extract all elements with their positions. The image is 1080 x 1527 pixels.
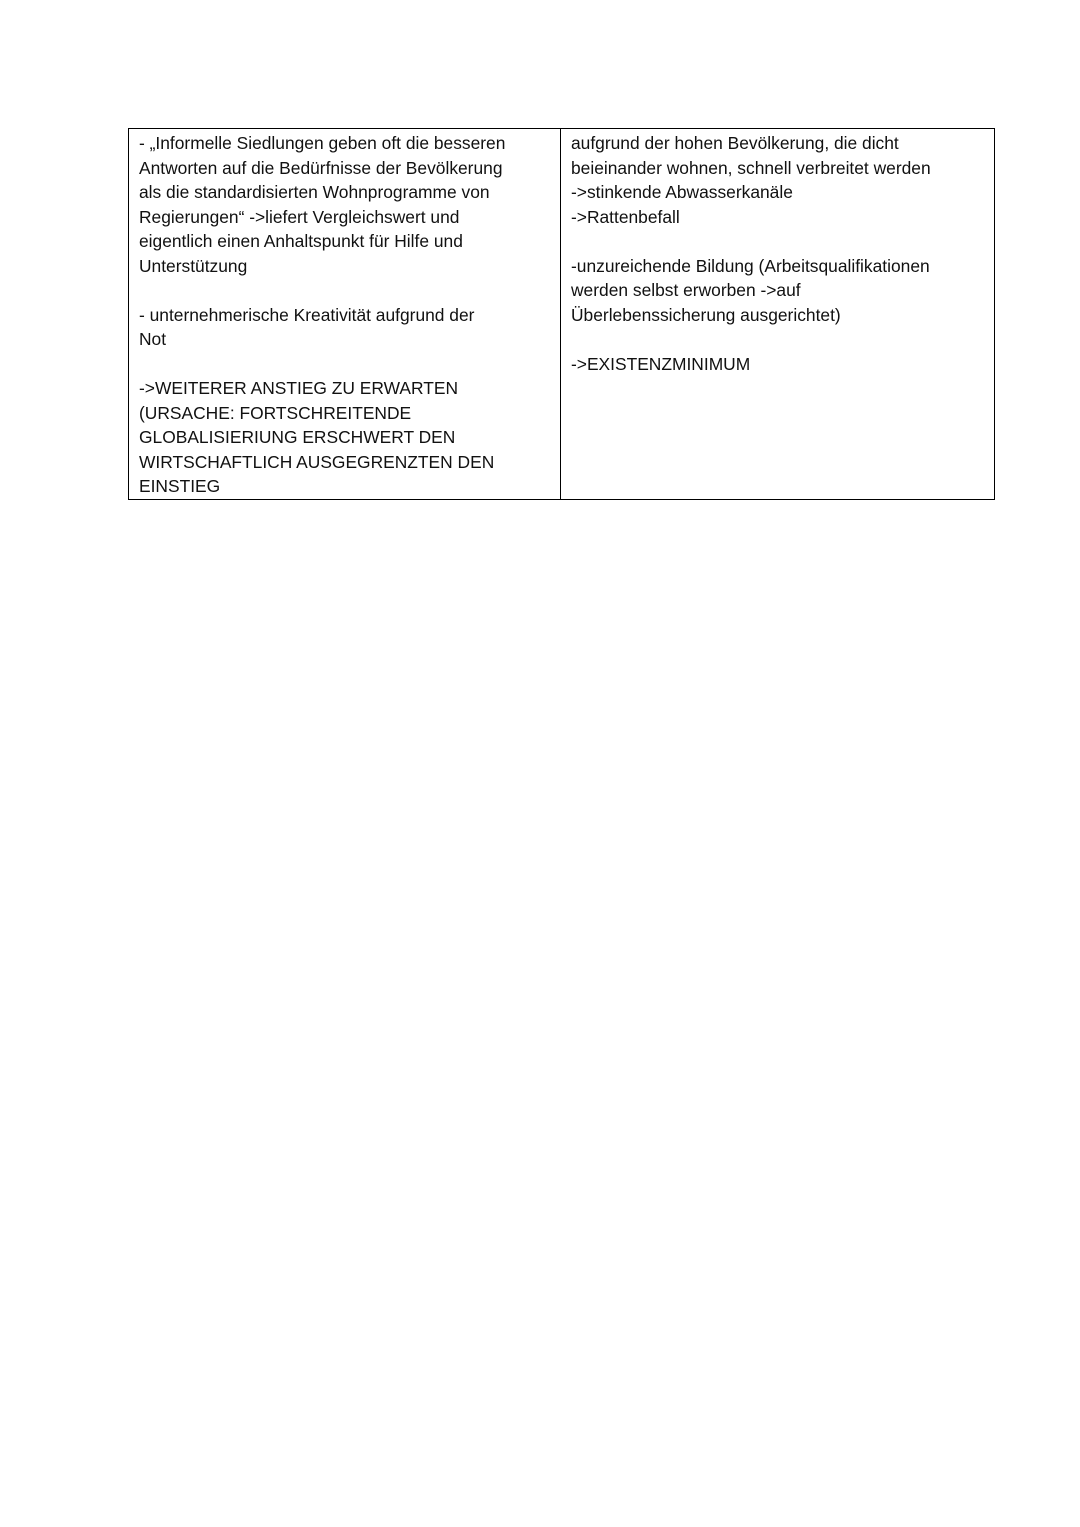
right-line-8: Überlebenssicherung ausgerichtet) bbox=[571, 304, 841, 325]
notes-table bbox=[128, 128, 995, 500]
left-blank-1 bbox=[139, 278, 550, 303]
right-line-1: aufgrund der hohen Bevölkerung, die dicht bbox=[571, 133, 899, 153]
right-line-10: ->EXISTENZMINIMUM bbox=[571, 353, 751, 374]
right-blank-2 bbox=[571, 327, 984, 352]
left-line-11: ->WEITERER ANSTIEG ZU ERWARTEN bbox=[139, 378, 459, 398]
left-line-3: als die standardisierten Wohnprogramme von bbox=[139, 182, 490, 202]
left-line-8: - unternehmerische Kreativität aufgrund der bbox=[139, 304, 475, 325]
right-blank-1 bbox=[571, 229, 984, 254]
left-line-15: EINSTIEG bbox=[139, 476, 221, 496]
left-line-4: Regierungen“ ->liefert Vergleichswert und bbox=[139, 206, 460, 227]
left-line-13: GLOBALISIERIUNG ERSCHWERT DEN bbox=[139, 427, 456, 447]
right-line-2: beieinander wohnen, schnell verbreitet werden bbox=[571, 157, 931, 178]
table-row bbox=[129, 129, 995, 500]
left-line-14: WIRTSCHAFTLICH AUSGEGRENZTEN DEN bbox=[139, 451, 495, 472]
left-line-6: Unterstützung bbox=[139, 255, 248, 276]
right-cell bbox=[561, 129, 995, 500]
right-line-7: werden selbst erworben ->auf bbox=[571, 280, 801, 300]
left-line-12: (URSACHE: FORTSCHREITENDE bbox=[139, 402, 412, 423]
left-cell bbox=[129, 129, 561, 500]
left-line-1: - „Informelle Siedlungen geben oft die besseren bbox=[139, 133, 506, 153]
left-line-9: Not bbox=[139, 329, 167, 349]
left-line-2: Antworten auf die Bedürfnisse der Bevölkerung bbox=[139, 157, 503, 178]
right-line-4: ->Rattenbefall bbox=[571, 206, 680, 227]
right-line-6: -unzureichende Bildung (Arbeitsqualifikationen bbox=[571, 255, 930, 276]
left-line-5: eigentlich einen Anhaltspunkt für Hilfe und bbox=[139, 231, 463, 251]
right-line-3: ->stinkende Abwasserkanäle bbox=[571, 182, 793, 202]
left-blank-2 bbox=[139, 352, 550, 377]
